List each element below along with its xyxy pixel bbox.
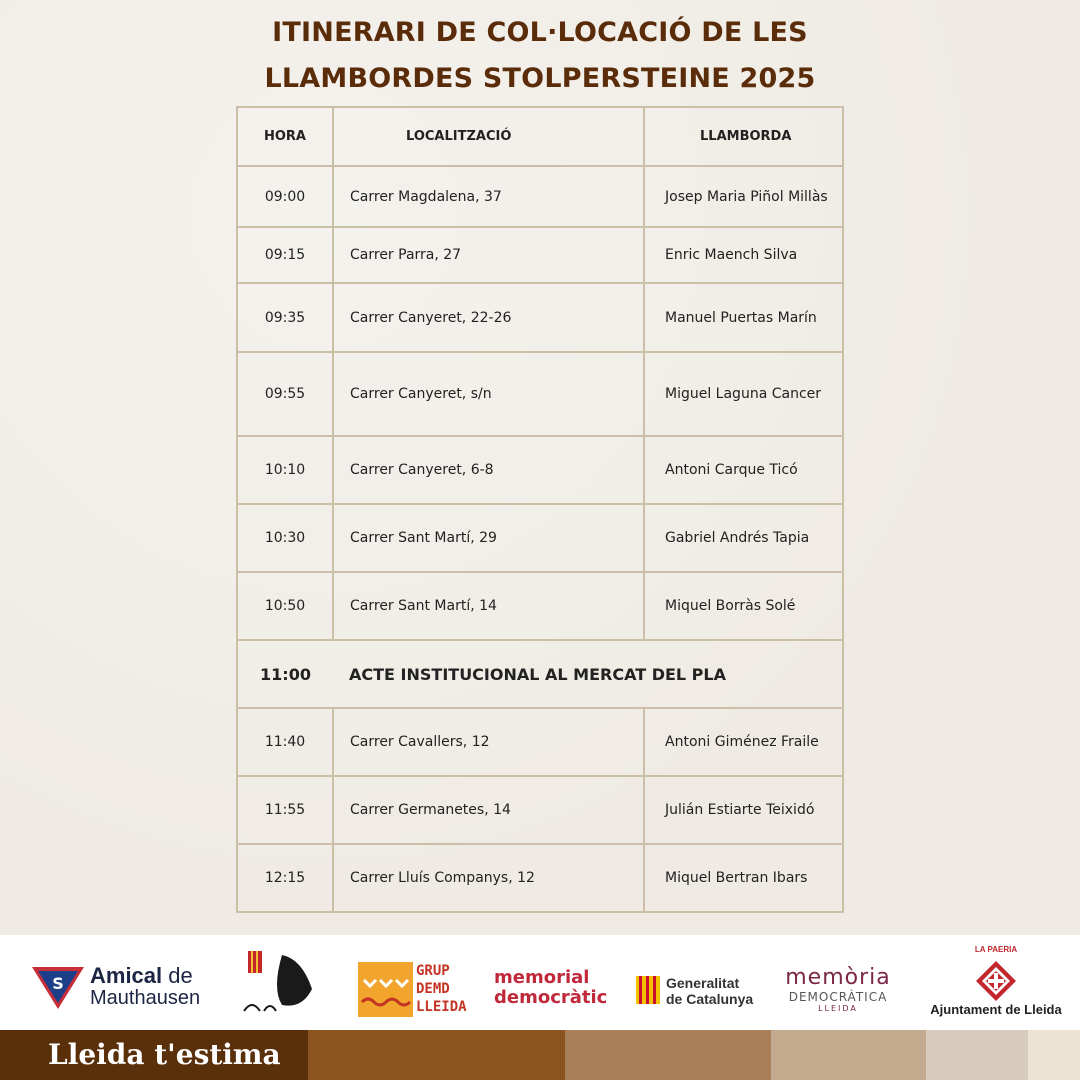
cell-localitzacio: Carrer Canyeret, 6-8 [333,436,644,504]
generalitat-logo [666,975,753,1007]
footer-segment [308,1030,565,1080]
grup-line3: LLEIDA [416,999,467,1015]
page-title [0,10,1080,102]
cell-hora: 09:00 [237,166,333,227]
amical-shield-icon [30,965,86,1011]
footer-segment [926,1030,1028,1080]
table-row [237,708,843,776]
event-row [237,640,843,708]
header-llamborda: LLAMBORDA [644,107,843,166]
footer-slogan: Lleida t'estima [48,1038,281,1071]
cell-localitzacio: Carrer Canyeret, 22-26 [333,283,644,352]
centenary-emblem-icon [242,949,324,1017]
grup-line2: DEMD [416,981,450,997]
grup-line1: GRUP [416,963,450,979]
event-label: ACTE INSTITUCIONAL AL MERCAT DEL PLA [333,640,843,708]
table-row [237,504,843,572]
cell-llamborda: Manuel Puertas Marín [644,283,843,352]
cell-localitzacio: Carrer Canyeret, s/n [333,352,644,436]
schedule-table [236,106,844,913]
title-line-2: LLAMBORDES STOLPERSTEINE 2025 [264,63,816,94]
header-hora: HORA [237,107,333,166]
generalitat-line2: de Catalunya [666,991,754,1007]
footer-segment [1028,1030,1080,1080]
cell-localitzacio: Carrer Lluís Companys, 12 [333,844,644,912]
cell-llamborda: Miquel Borràs Solé [644,572,843,640]
cell-hora: 10:10 [237,436,333,504]
table-row [237,283,843,352]
memorial-line2: democràtic [494,987,608,1008]
memoria-democratica-logo [778,965,898,1013]
table-row [237,572,843,640]
cell-llamborda: Antoni Giménez Fraile [644,708,843,776]
grup-demd-pattern-icon [358,962,413,1017]
cell-llamborda: Josep Maria Piñol Millàs [644,166,843,227]
cell-hora: 11:40 [237,708,333,776]
table-header-row [237,107,843,166]
cell-llamborda: Julián Estiarte Teixidó [644,776,843,844]
cell-localitzacio: Carrer Sant Martí, 29 [333,504,644,572]
cell-hora: 10:30 [237,504,333,572]
memoria-line3: LLEIDA [818,1004,858,1013]
cell-localitzacio: Carrer Parra, 27 [333,227,644,283]
cell-hora: 09:15 [237,227,333,283]
header-localitzacio: LOCALITZACIÓ [333,107,644,166]
memorial-line1: memorial [494,967,590,988]
cell-hora: 12:15 [237,844,333,912]
table-row [237,227,843,283]
cell-hora: 09:35 [237,283,333,352]
memoria-line2: DEMOCRÀTICA [788,990,888,1004]
footer-segment [771,1030,926,1080]
footer-bar [0,1030,1080,1080]
cell-hora: 09:55 [237,352,333,436]
cell-llamborda: Miguel Laguna Cancer [644,352,843,436]
amical-shield-letter: S [52,974,64,993]
paeria-logo [926,945,1066,1017]
sponsor-logos [0,935,1080,1030]
cell-llamborda: Gabriel Andrés Tapia [644,504,843,572]
table-row [237,166,843,227]
cell-localitzacio: Carrer Sant Martí, 14 [333,572,644,640]
generalitat-icon [636,976,660,1004]
cell-hora: 10:50 [237,572,333,640]
amical-line2: Mauthausen [90,987,201,1009]
table-row [237,844,843,912]
amical-suffix: de [168,963,193,988]
generalitat-line1: Generalitat [666,975,740,991]
cell-llamborda: Enric Maench Silva [644,227,843,283]
paeria-line1: LA PAERIA [974,945,1018,954]
footer-segment [565,1030,771,1080]
paeria-line2: Ajuntament de Lleida [930,1002,1062,1017]
cell-localitzacio: Carrer Germanetes, 14 [333,776,644,844]
cell-llamborda: Miquel Bertran Ibars [644,844,843,912]
amical-logo [90,965,240,1009]
table-row [237,776,843,844]
cell-localitzacio: Carrer Cavallers, 12 [333,708,644,776]
table-row [237,436,843,504]
title-line-1: ITINERARI DE COL·LOCACIÓ DE LES [272,17,808,48]
paeria-emblem-icon [974,959,1018,1003]
grup-demd-logo [416,962,467,1016]
event-hora: 11:00 [237,640,333,708]
cell-localitzacio: Carrer Magdalena, 37 [333,166,644,227]
memoria-line1: memòria [785,965,891,990]
amical-name: Amical [90,963,163,988]
memorial-democratic-logo [494,968,607,1008]
cell-hora: 11:55 [237,776,333,844]
table-row [237,352,843,436]
cell-llamborda: Antoni Carque Ticó [644,436,843,504]
